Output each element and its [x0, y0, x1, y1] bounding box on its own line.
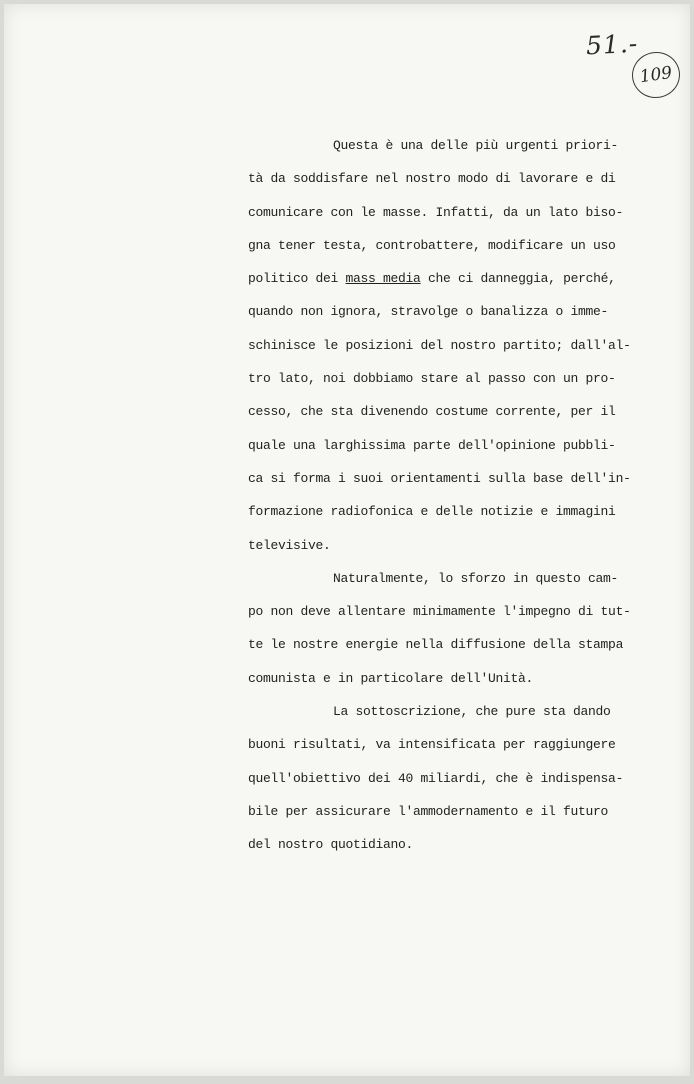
- text-line: [248, 336, 648, 369]
- text-segment: La sottoscrizione, che pure sta dando: [333, 704, 611, 720]
- text-segment: politico dei: [248, 271, 346, 287]
- archive-number-text: 109: [638, 62, 674, 88]
- text-segment: schinisce le posizioni del nostro partito; dall'al-: [248, 337, 631, 353]
- text-segment: po non deve allentare minimamente l'impegno di tut-: [248, 604, 631, 620]
- text-segment: te le nostre energie nella diffusione della stampa: [248, 637, 624, 653]
- text-segment: buoni risultati, va intensificata per raggiungere: [248, 737, 616, 753]
- text-segment: ca si forma i suoi orientamenti sulla base dell'in-: [248, 470, 631, 486]
- text-line: [248, 136, 648, 169]
- text-segment: bile per assicurare l'ammodernamento e il futuro: [248, 803, 609, 819]
- text-line: [248, 169, 648, 202]
- typewritten-page: [4, 4, 690, 1076]
- text-segment: televisive.: [248, 537, 331, 553]
- text-segment: quale una larghissima parte dell'opinione pubbli-: [248, 437, 616, 453]
- paragraph: [248, 569, 648, 702]
- text-line: [248, 569, 648, 602]
- text-segment: del nostro quotidiano.: [248, 837, 414, 853]
- text-segment: quell'obiettivo dei 40 miliardi, che è indispensa-: [248, 770, 624, 786]
- text-line: [248, 702, 648, 735]
- text-line: [248, 669, 648, 702]
- text-line: [248, 203, 648, 236]
- text-segment: formazione radiofonica e delle notizie e immagini: [248, 504, 616, 520]
- text-line: [248, 835, 648, 868]
- text-line: [248, 369, 648, 402]
- text-segment: cesso, che sta divenendo costume corrente, per il: [248, 404, 616, 420]
- text-segment: tà da soddisfare nel nostro modo di lavorare e di: [248, 171, 616, 187]
- text-line: [248, 635, 648, 668]
- handwritten-page-number: 51.-: [585, 28, 639, 61]
- text-segment: gna tener testa, controbattere, modificare un uso: [248, 237, 616, 253]
- text-line: [248, 302, 648, 335]
- text-segment: comunista e in particolare dell'Unità.: [248, 670, 534, 686]
- text-line: [248, 802, 648, 835]
- underlined-term: mass media: [345, 271, 421, 287]
- text-line: [248, 402, 648, 435]
- text-segment: quando non ignora, stravolge o banalizza o imme-: [248, 304, 609, 320]
- text-segment: Questa è una delle più urgenti priori-: [333, 138, 619, 153]
- text-segment: che ci danneggia, perché,: [420, 271, 616, 287]
- text-line: [248, 536, 648, 569]
- text-line: [248, 436, 648, 469]
- text-line: [248, 769, 648, 802]
- text-segment: tro lato, noi dobbiamo stare al passo con un pro-: [248, 371, 616, 387]
- text-segment: Naturalmente, lo sforzo in questo cam-: [333, 570, 619, 586]
- body-text: [248, 136, 648, 869]
- text-segment: comunicare con le masse. Infatti, da un lato biso-: [248, 204, 624, 220]
- text-line: [248, 735, 648, 768]
- text-line: [248, 269, 648, 302]
- text-line: [248, 602, 648, 635]
- text-line: [248, 469, 648, 502]
- text-line: [248, 236, 648, 269]
- text-line: [248, 502, 648, 535]
- paragraph: [248, 702, 648, 868]
- paragraph: [248, 136, 648, 569]
